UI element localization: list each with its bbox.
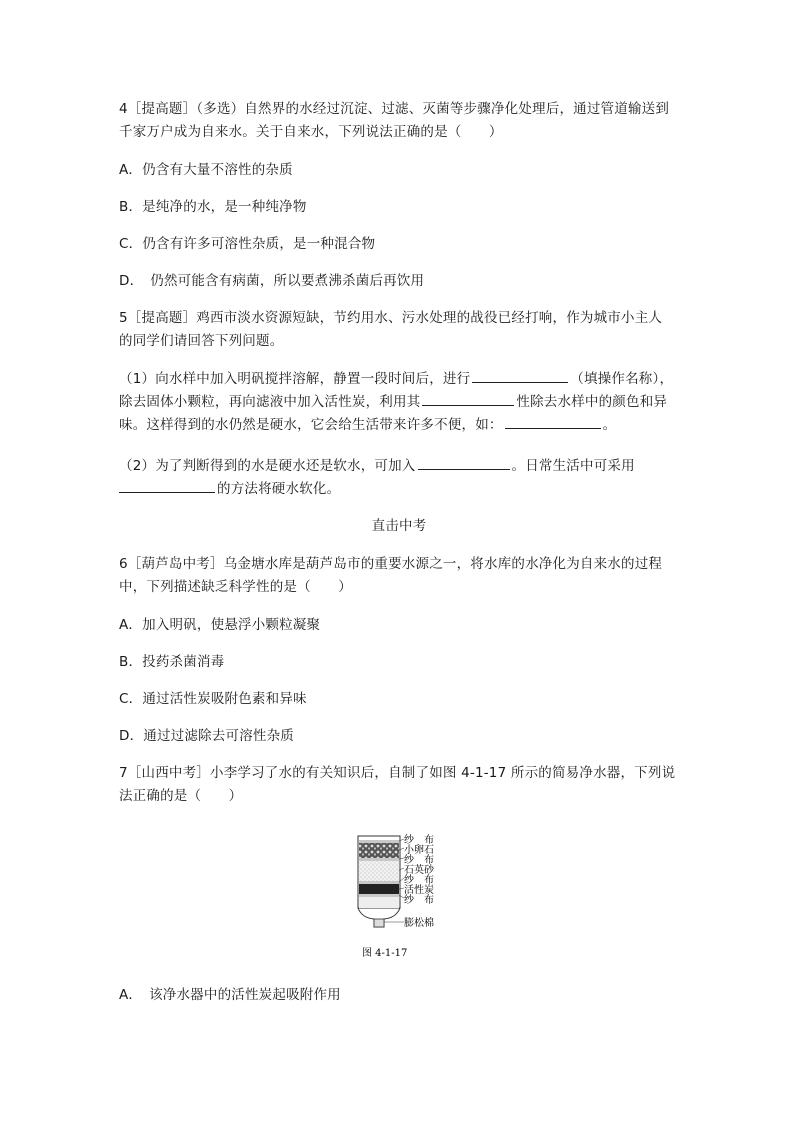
gauze-layer xyxy=(359,840,399,843)
pebble-layer xyxy=(359,843,399,858)
water-purifier-diagram xyxy=(340,832,450,962)
q6-option-d: D．通过过滤除去可溶性杂质 xyxy=(119,728,294,744)
q5-part2-line2 xyxy=(119,478,679,501)
fig-label-cotton: 膨松棉 xyxy=(404,918,434,929)
fig-label-quartz-sand: 石英砂 xyxy=(404,865,434,876)
water-purifier-figure xyxy=(340,832,450,962)
gauze-layer xyxy=(359,858,399,861)
q6-option-a: A．加入明矾，使悬浮小颗粒凝聚 xyxy=(119,617,321,633)
q5-part2-text-c: 的方法将硬水软化。 xyxy=(217,481,341,497)
q4-option-a: A．仍含有大量不溶性的杂质 xyxy=(119,162,293,178)
q5-part1-line2 xyxy=(119,391,679,414)
q6-stem-line1: 6［葫芦岛中考］乌金塘水库是葫芦岛市的重要水源之一，将水库的水净化为自来水的过程 xyxy=(119,556,663,572)
q5-part1-text-f: 。 xyxy=(602,417,617,433)
q5-part1-line1 xyxy=(119,368,679,391)
gauze-layer xyxy=(359,894,399,897)
fig-label-activated-carbon: 活性炭 xyxy=(404,885,434,896)
section-title: 直击中考 xyxy=(371,518,427,534)
answer-blank[interactable] xyxy=(505,414,601,429)
fig-label-gauze: 纱 布 xyxy=(404,855,434,866)
q5-part2-text-a: （2）为了判断得到的水是硬水还是软水，可加入 xyxy=(119,458,416,474)
answer-blank[interactable] xyxy=(422,391,514,406)
q6-stem-line2: 中，下列描述缺乏科学性的是（ ） xyxy=(119,579,352,595)
q4-option-b: B．是纯净的水，是一种纯净物 xyxy=(119,199,307,215)
q5-part2-line1 xyxy=(119,455,679,478)
fig-label-pebbles: 小卵石 xyxy=(404,845,434,856)
figure-caption: 图 4-1-17 xyxy=(362,948,408,959)
q5-part2-text-b: 。日常生活中可采用 xyxy=(511,458,635,474)
q7-stem-line2: 法正确的是（ ） xyxy=(119,788,243,804)
q5-part1-text-d: 性除去水样中的颜色和异 xyxy=(516,394,668,410)
answer-blank[interactable] xyxy=(472,368,568,383)
q6-option-b: B．投药杀菌消毒 xyxy=(119,654,225,670)
q5-part1-text-e: 味。这样得到的水仍然是硬水，它会给生活带来许多不便，如： xyxy=(119,417,503,433)
gauze-layer xyxy=(359,881,399,884)
fig-label-gauze: 纱 布 xyxy=(404,835,434,846)
q5-part1-line3 xyxy=(119,414,679,437)
activated-carbon-layer xyxy=(359,884,399,894)
fig-label-gauze: 纱 布 xyxy=(404,875,434,886)
q4-option-c: C．仍含有许多可溶性杂质，是一种混合物 xyxy=(119,236,376,252)
q6-option-c: C．通过活性炭吸附色素和异味 xyxy=(119,691,307,707)
cotton-layer xyxy=(359,897,399,908)
q5-stem-line2: 的同学们请回答下列问题。 xyxy=(119,333,284,349)
q5-part1-text-b: （填操作名称）， xyxy=(570,371,674,387)
q4-stem-line1: 4［提高题］（多选）自然界的水经过沉淀、过滤、灭菌等步骤净化处理后，通过管道输送到 xyxy=(119,101,670,117)
fig-label-gauze: 纱 布 xyxy=(404,895,434,906)
quartz-sand-layer xyxy=(359,861,399,881)
answer-blank[interactable] xyxy=(119,478,215,493)
q5-stem-line1: 5［提高题］鸡西市淡水资源短缺，节约用水、污水处理的战役已经打响，作为城市小主人 xyxy=(119,310,663,326)
q7-option-a: A． 该净水器中的活性炭起吸附作用 xyxy=(119,987,341,1003)
q5-part1-text-a: （1）向水样中加入明矾搅拌溶解，静置一段时间后，进行 xyxy=(119,371,471,387)
q7-stem-line1: 7［山西中考］小李学习了水的有关知识后，自制了如图 4-1-17 所示的简易净水器，下列说 xyxy=(119,765,676,781)
q4-stem-line2: 千家万户成为自来水。关于自来水，下列说法正确的是（ ） xyxy=(119,124,503,140)
answer-blank[interactable] xyxy=(418,455,510,470)
q5-part1-text-c: 除去固体小颗粒，再向滤液中加入活性炭，利用其 xyxy=(119,394,421,410)
q4-option-d: D． 仍然可能含有病菌，所以要煮沸杀菌后再饮用 xyxy=(119,273,425,289)
